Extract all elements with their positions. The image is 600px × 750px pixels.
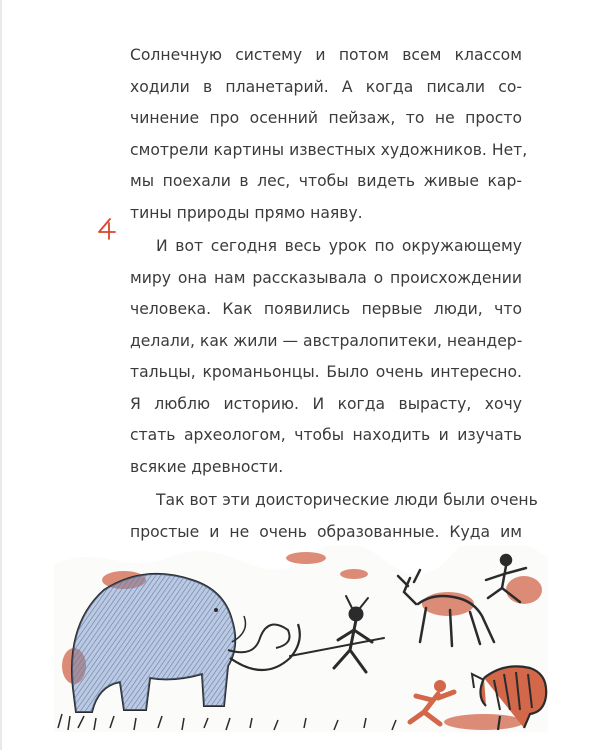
body-text xyxy=(130,40,538,548)
text-line: простые и не очень образованные. Куда им xyxy=(130,522,522,541)
text-line: Солнечную систему и потом всем классом xyxy=(130,46,522,64)
paragraph-start-line: Так вот эти доисторические люди были очень xyxy=(156,491,538,509)
text-line: ходили в планетарий. А когда писали со- xyxy=(130,77,522,96)
text-line: чинение про осенний пейзаж, то не просто xyxy=(130,109,522,127)
text-line: миру она нам рассказывала о происхождении xyxy=(130,268,522,287)
text-line: стать археологом, чтобы находить и изучать xyxy=(130,426,522,444)
page-edge-shadow xyxy=(0,0,2,750)
paragraph-start-line: И вот сегодня весь урок по окружающему xyxy=(156,237,522,255)
text-line: человека. Как появились первые люди, что xyxy=(130,300,522,318)
text-line: мы поехали в лес, чтобы видеть живые кар- xyxy=(130,172,522,190)
cave-painting-mammoth-hunt-icon xyxy=(54,546,548,732)
handwritten-margin-note xyxy=(96,218,118,240)
text-line: тальцы, кроманьонцы. Было очень интересно. xyxy=(130,363,522,381)
text-line: всякие древности. xyxy=(130,457,284,476)
text-line: тины природы прямо наяву. xyxy=(130,203,363,222)
text-line: смотрели картины известных художников. Нет, xyxy=(130,140,528,159)
text-line: Я люблю историю. И когда вырасту, хочу xyxy=(130,394,522,413)
text-line: делали, как жили — австралопитеки, неандер- xyxy=(130,331,523,350)
